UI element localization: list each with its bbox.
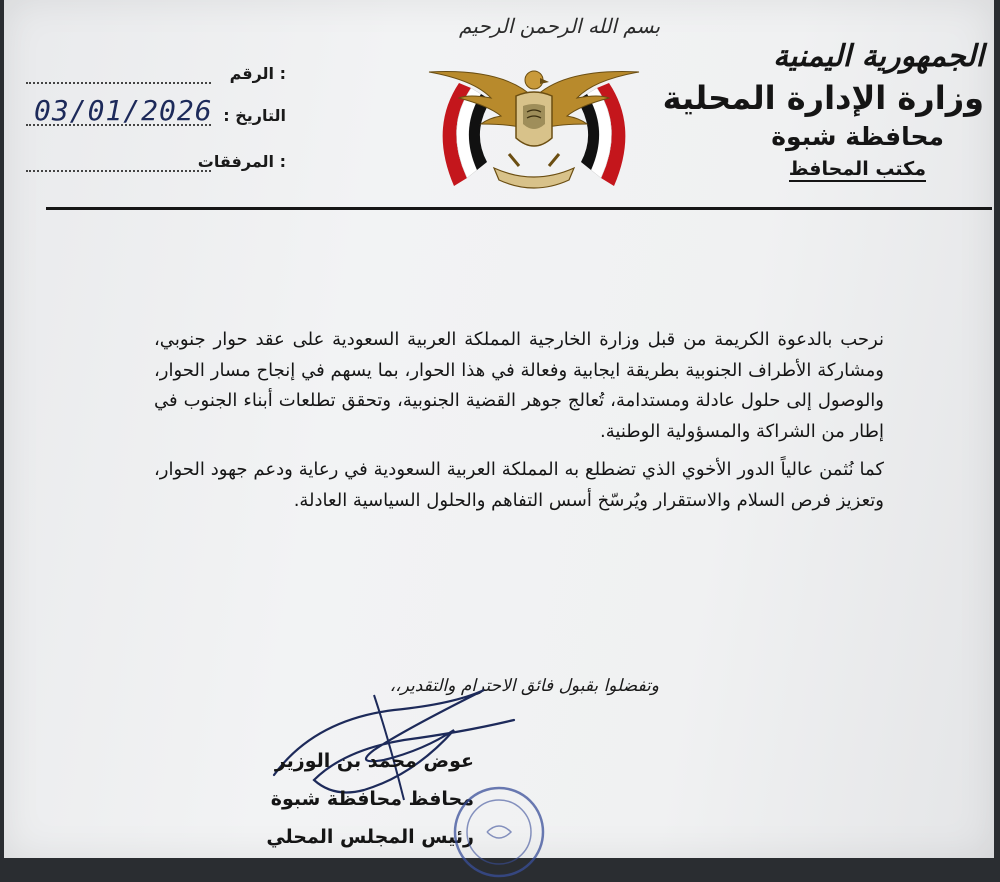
attachments-dots (26, 170, 211, 172)
official-seal-stamp (449, 782, 549, 882)
date-label: : التاريخ (223, 106, 286, 125)
letterhead (662, 38, 984, 184)
yemen-eagle-emblem-icon (419, 58, 649, 198)
attachments-label: : المرفقات (197, 152, 286, 171)
reference-number-label: : الرقم (229, 64, 286, 83)
signatory-title-council: رئيس المجلس المحلي (266, 826, 474, 848)
date-value: 03/01/2026 (34, 94, 213, 127)
signatory-block (184, 742, 474, 856)
reference-number-dots (26, 82, 211, 84)
letter-paper (4, 0, 994, 858)
reference-number-row (26, 64, 286, 94)
ministry-name: وزارة الإدارة المحلية (662, 79, 984, 117)
signatory-title-governor: محافظ محافظة شبوة (270, 788, 474, 810)
republic-name: الجمهورية اليمنية (773, 39, 984, 74)
governorate-name: محافظة شبوة (771, 122, 944, 151)
closing-salutation: وتفضلوا بقبول فائق الاحترام والتقدير،، (389, 676, 659, 696)
office-name: مكتب المحافظ (788, 158, 926, 180)
letter-body (154, 325, 884, 517)
body-paragraph-1: نرحب بالدعوة الكريمة من قبل وزارة الخارجية المملكة العربية السعودية على عقد حوار جنوبي، ومشاركة الأطراف الجنوبية بطريقة ايجابية وفعالة في هذا الحوار، بما يسهم في إنجاح مسار الحوار، والوصول إلى حلول عادلة ومستدامة، تُعالج جوهر القضية الجنوبية، وتحقق تطلعات أبناء الجنوب في إطار من الشراكة والمسؤولية الوطنية. (154, 329, 884, 442)
body-paragraph-2: كما نُثمن عالياً الدور الأخوي الذي تضطلع به المملكة العربية السعودية في رعاية ودعم جهود الحوار، وتعزيز فرص السلام والاستقرار ويُرسّخ أسس التفاهم والحلول السياسية العادلة. (154, 459, 884, 511)
signatory-name: عوض محمد بن الوزير (274, 750, 474, 772)
attachments-row (26, 152, 286, 182)
date-row (26, 94, 286, 136)
header-divider (46, 207, 992, 210)
basmala: بسم الله الرحمن الرحيم (459, 14, 661, 38)
